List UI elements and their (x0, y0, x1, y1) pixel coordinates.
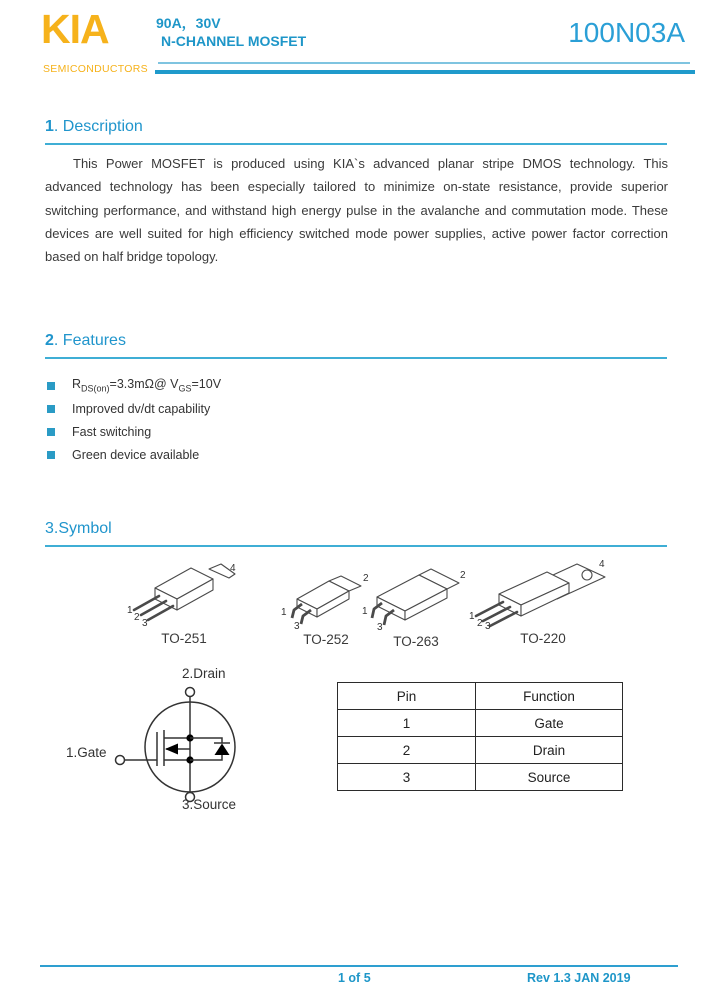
bullet-square-icon (47, 405, 55, 413)
table-header-row (338, 683, 623, 710)
vgs-value: =10V (191, 377, 222, 392)
rdson-value: =3.3mΩ@ V (109, 377, 179, 392)
pin-label: 1 (362, 606, 368, 617)
bullet-square-icon (47, 382, 55, 390)
pin-label: 2 (460, 570, 466, 581)
pin-cell: 3 (338, 764, 476, 791)
function-cell: Gate (476, 710, 623, 737)
pin-function-table (337, 682, 623, 791)
kia-logo-subtext: SEMICONDUCTORS (43, 63, 148, 75)
package-name: TO-220 (520, 631, 566, 646)
pin-label: 1 (469, 611, 475, 622)
section-number: 2 (45, 332, 54, 349)
pin-label: 4 (599, 559, 605, 570)
device-rating: 90A，30V (156, 15, 221, 31)
page-number: 1 of 5 (338, 971, 371, 985)
gate-label: 1.Gate (66, 745, 107, 760)
section-title: 3.Symbol (45, 520, 112, 537)
section-title: . Features (53, 332, 126, 349)
section-number: 1 (45, 118, 54, 135)
heading-rule-symbol (45, 545, 667, 547)
bullet-square-icon (47, 451, 55, 459)
footer-rule (40, 965, 678, 967)
description-paragraph: This Power MOSFET is produced using KIA`s advanced planar stripe DMOS technology. This advanced technology has been especially tailored to minimize on-state resistance, provide superior switching performance, and withstand high energy pulse in the avalanche and commutation mode. These devices are well suited for high efficiency switched mode power supplies, active power factor correction based on half bridge topology. (45, 156, 668, 265)
package-figure-to263 (360, 563, 472, 649)
revision-label: Rev 1.3 JAN 2019 (527, 971, 631, 985)
rdson-symbol: R (72, 377, 82, 392)
pin-label: 3 (485, 621, 491, 630)
feature-text: Improved dv/dt capability (72, 401, 211, 416)
package-figure-to251 (124, 560, 244, 646)
function-cell: Drain (476, 737, 623, 764)
package-figure-to220 (468, 558, 618, 646)
section-heading-description (45, 118, 143, 136)
pin-label: 1 (127, 605, 133, 616)
feature-item-dvdt (47, 397, 221, 420)
heading-rule-features (45, 357, 667, 359)
drain-label: 2.Drain (182, 666, 226, 681)
header-rule-thick (155, 70, 695, 74)
pin-cell: 1 (338, 710, 476, 737)
section-heading-features (45, 332, 126, 350)
package-name: TO-252 (303, 632, 349, 647)
feature-text: Fast switching (72, 424, 152, 439)
part-number: 100N03A (568, 17, 685, 48)
pin-label: 2 (362, 573, 369, 584)
mosfet-symbol-figure (60, 666, 310, 831)
package-name: TO-263 (393, 634, 439, 649)
feature-item-rdson (47, 374, 221, 397)
to263-drawing (361, 563, 471, 633)
pin-label: 1 (280, 607, 287, 618)
to220-drawing (469, 558, 617, 630)
features-list (47, 374, 221, 466)
heading-rule-description (45, 143, 667, 145)
table-row (338, 764, 623, 791)
pin-label: 3 (293, 621, 300, 631)
device-type-title: N-CHANNEL MOSFET (161, 33, 307, 49)
feature-item-green (47, 443, 221, 466)
pin-label: 4 (230, 563, 236, 574)
feature-text (72, 377, 221, 394)
header-rule-thin (158, 62, 690, 64)
table-header-function: Function (476, 683, 623, 710)
to251-drawing (125, 560, 243, 630)
pin-cell: 2 (338, 737, 476, 764)
pin-label: 3 (377, 622, 383, 633)
pin-label: 3 (142, 618, 148, 629)
section-title: . Description (53, 118, 143, 135)
feature-item-switching (47, 420, 221, 443)
pin-label: 2 (134, 612, 140, 623)
section-heading-symbol (45, 520, 112, 538)
table-header-pin: Pin (338, 683, 476, 710)
rdson-subscript: DS(on) (81, 383, 110, 394)
kia-logo: KIA (41, 6, 109, 52)
function-cell: Source (476, 764, 623, 791)
bullet-square-icon (47, 428, 55, 436)
feature-text: Green device available (72, 447, 200, 462)
package-name: TO-251 (161, 631, 207, 646)
source-label: 3.Source (182, 797, 237, 812)
pin-label: 2 (477, 618, 483, 629)
table-row (338, 737, 623, 764)
vgs-subscript: GS (178, 383, 192, 394)
table-row (338, 710, 623, 737)
